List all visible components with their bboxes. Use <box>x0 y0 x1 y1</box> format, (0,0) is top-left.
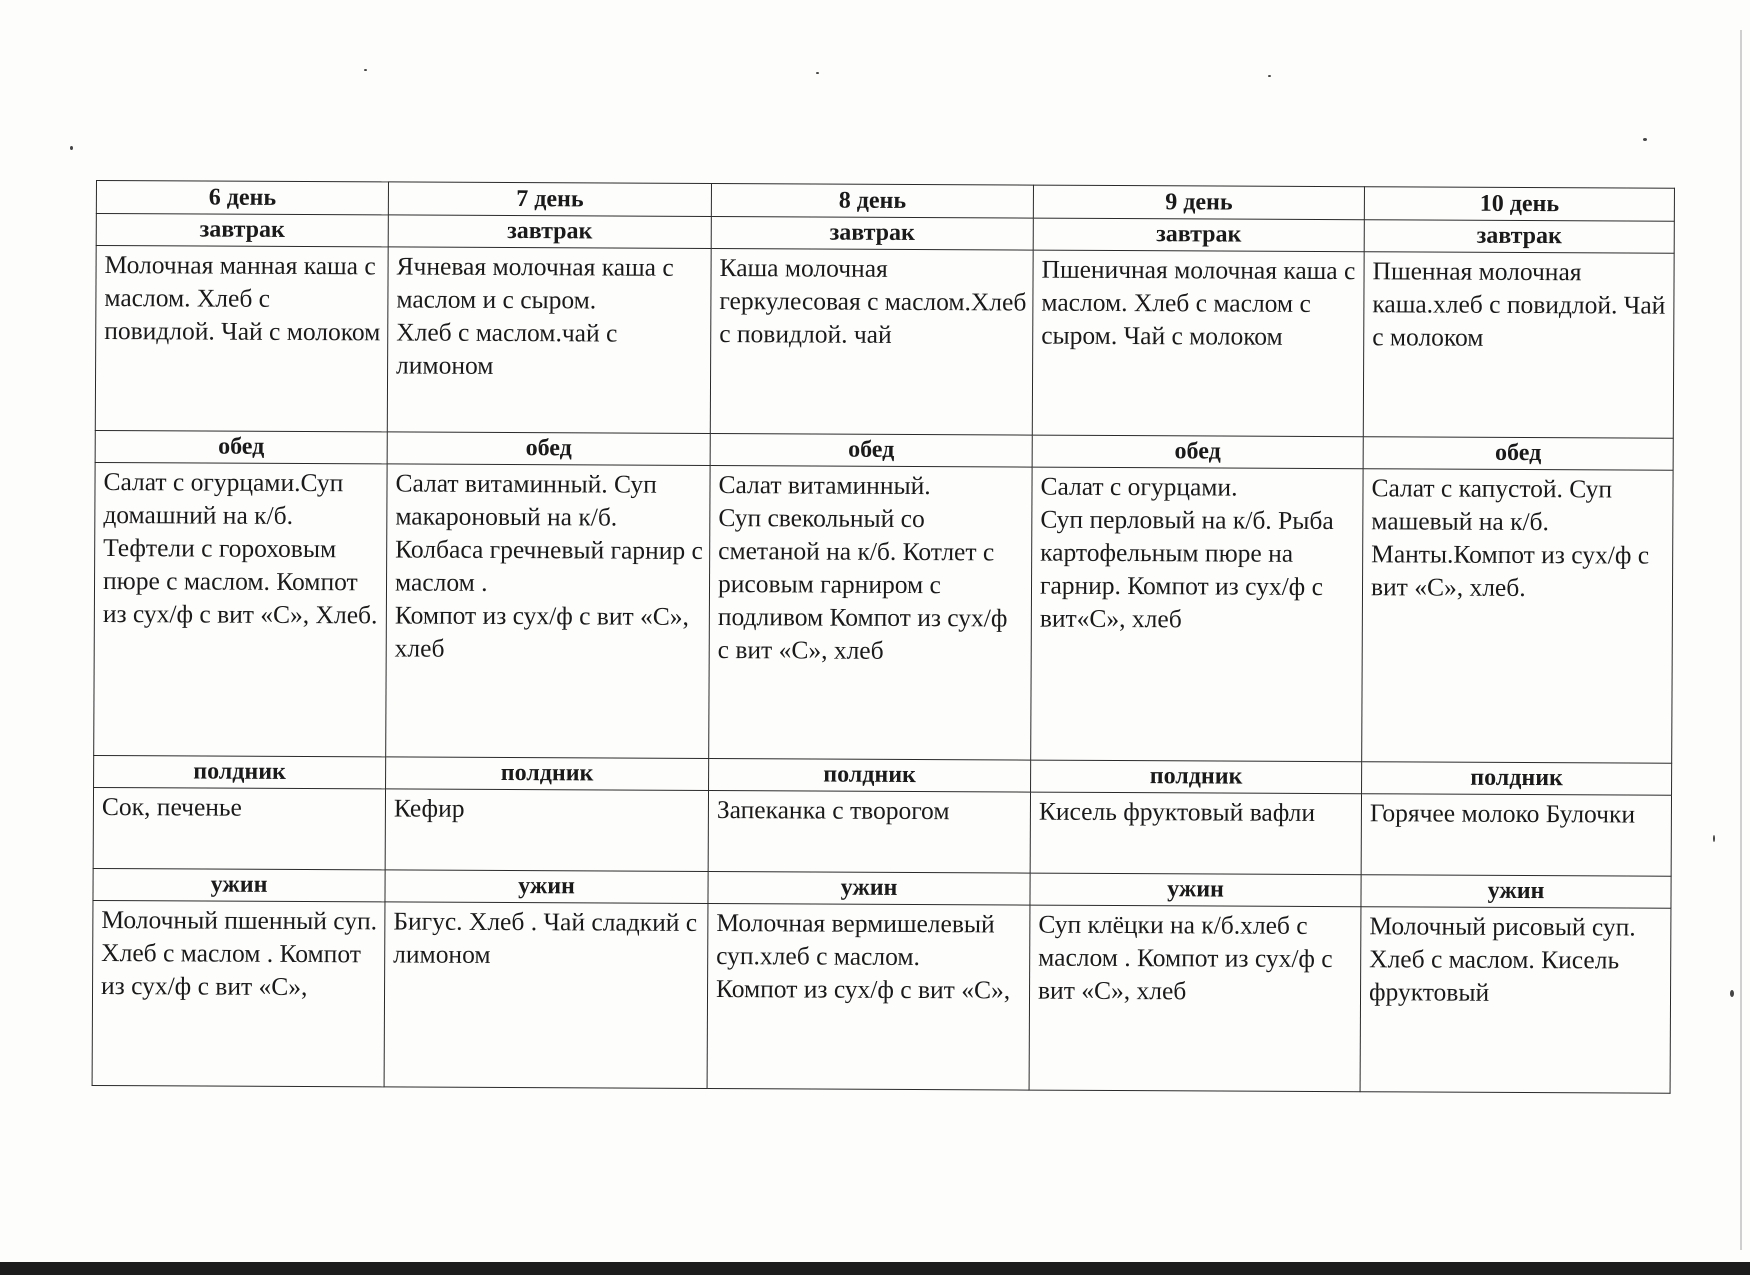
meal-label-dinner: ужин <box>385 870 708 904</box>
day-header: 8 день <box>711 184 1033 219</box>
snack-cell: Горячее молоко Булочки <box>1361 794 1671 877</box>
breakfast-cell: Пшенная молочная каша.хлеб с повидлой. Чай с молоком <box>1363 252 1674 439</box>
meal-label-lunch: обед <box>1363 437 1673 471</box>
meal-label-dinner: ужин <box>1030 873 1361 907</box>
lunch-cell: Салат с огурцами. Суп перловый на к/б. Рыба картофельным пюре на гарнир. Компот из сух/ф с вит«С», хлеб <box>1031 467 1363 762</box>
day-header: 6 день <box>96 181 388 215</box>
meal-label-lunch: обед <box>95 430 387 463</box>
dinner-cell: Бигус. Хлеб . Чай сладкий с лимоном <box>384 902 708 1089</box>
snack-row <box>93 787 1671 876</box>
day-header: 7 день <box>388 182 711 217</box>
breakfast-cell: Пшеничная молочная каша с маслом. Хлеб с маслом с сыром. Чай с молоком <box>1032 250 1364 437</box>
meal-label-lunch: обед <box>710 434 1032 468</box>
lunch-cell: Салат витаминный. Суп макароновый на к/б. Колбаса гречневый гарнир с маслом . Компот из сух/ф с вит «С», хлеб <box>386 464 710 759</box>
breakfast-row <box>95 246 1674 439</box>
meal-label-snack: полдник <box>1362 762 1672 796</box>
meal-label-snack: полдник <box>709 759 1031 793</box>
scan-speck <box>364 69 367 71</box>
breakfast-cell: Молочная манная каша с маслом. Хлеб с повидлой. Чай с молоком <box>95 246 388 432</box>
scan-speck <box>70 146 73 150</box>
dinner-cell: Молочная вермишелевый суп.хлеб с маслом. Компот из сух/ф с вит «С», <box>707 903 1030 1090</box>
dinner-cell: Молочный пшенный суп. Хлеб с маслом . Компот из сух/ф с вит «С», <box>92 900 385 1086</box>
meal-label-snack: полдник <box>386 757 709 791</box>
menu-table <box>92 180 1675 1094</box>
page-edge <box>1740 30 1742 1250</box>
meal-label-dinner: ужин <box>93 868 385 901</box>
meal-label-lunch: обед <box>387 432 710 466</box>
meal-label-breakfast: завтрак <box>711 217 1033 251</box>
dinner-cell: Суп клёцки на к/б.хлеб с маслом . Компот из сух/ф с вит «С», хлеб <box>1029 905 1361 1092</box>
breakfast-cell: Ячневая молочная каша с маслом и с сыром. Хлеб с маслом.чай с лимоном <box>387 247 711 434</box>
snack-cell: Кефир <box>385 789 708 872</box>
lunch-cell: Салат витаминный. Суп свекольный со сметаной на к/б. Котлет с рисовым гарниром с подливом Компот из сух/ф с вит «С», хлеб <box>709 466 1032 761</box>
snack-cell: Сок, печенье <box>93 787 385 869</box>
breakfast-cell: Каша молочная геркулесовая с маслом.Хлеб с повидлой. чай <box>710 249 1033 436</box>
scan-speck <box>1268 75 1271 77</box>
lunch-cell: Салат с огурцами.Суп домашний на к/б. Тефтели с гороховым пюре с маслом. Компот из сух/ф с вит «С», Хлеб. <box>94 462 387 756</box>
day-header: 10 день <box>1364 187 1674 222</box>
meal-label-lunch: обед <box>1032 435 1363 469</box>
meal-label-breakfast: завтрак <box>1364 220 1674 254</box>
scan-speck <box>1730 990 1734 997</box>
scan-speck <box>1643 138 1647 141</box>
scanner-border <box>0 1262 1750 1275</box>
lunch-cell: Салат с капустой. Суп машевый на к/б. Манты.Компот из сух/ф с вит «С», хлеб. <box>1362 469 1673 764</box>
meal-label-dinner: ужин <box>708 871 1030 905</box>
scan-speck <box>816 72 819 74</box>
meal-label-breakfast: завтрак <box>96 214 388 247</box>
meal-label-snack: полдник <box>1031 760 1362 794</box>
dinner-row <box>92 900 1671 1093</box>
meal-label-breakfast: завтрак <box>388 215 711 249</box>
meal-label-breakfast: завтрак <box>1033 218 1364 252</box>
scan-speck <box>1713 835 1715 842</box>
meal-label-dinner: ужин <box>1361 875 1671 909</box>
meal-label-snack: полдник <box>94 755 386 788</box>
snack-cell: Кисель фруктовый вафли <box>1030 792 1361 875</box>
lunch-row <box>94 462 1673 763</box>
day-header: 9 день <box>1033 185 1364 220</box>
dinner-cell: Молочный рисовый суп. Хлеб с маслом. Кисель фруктовый <box>1360 907 1671 1094</box>
snack-cell: Запеканка с творогом <box>708 791 1030 874</box>
